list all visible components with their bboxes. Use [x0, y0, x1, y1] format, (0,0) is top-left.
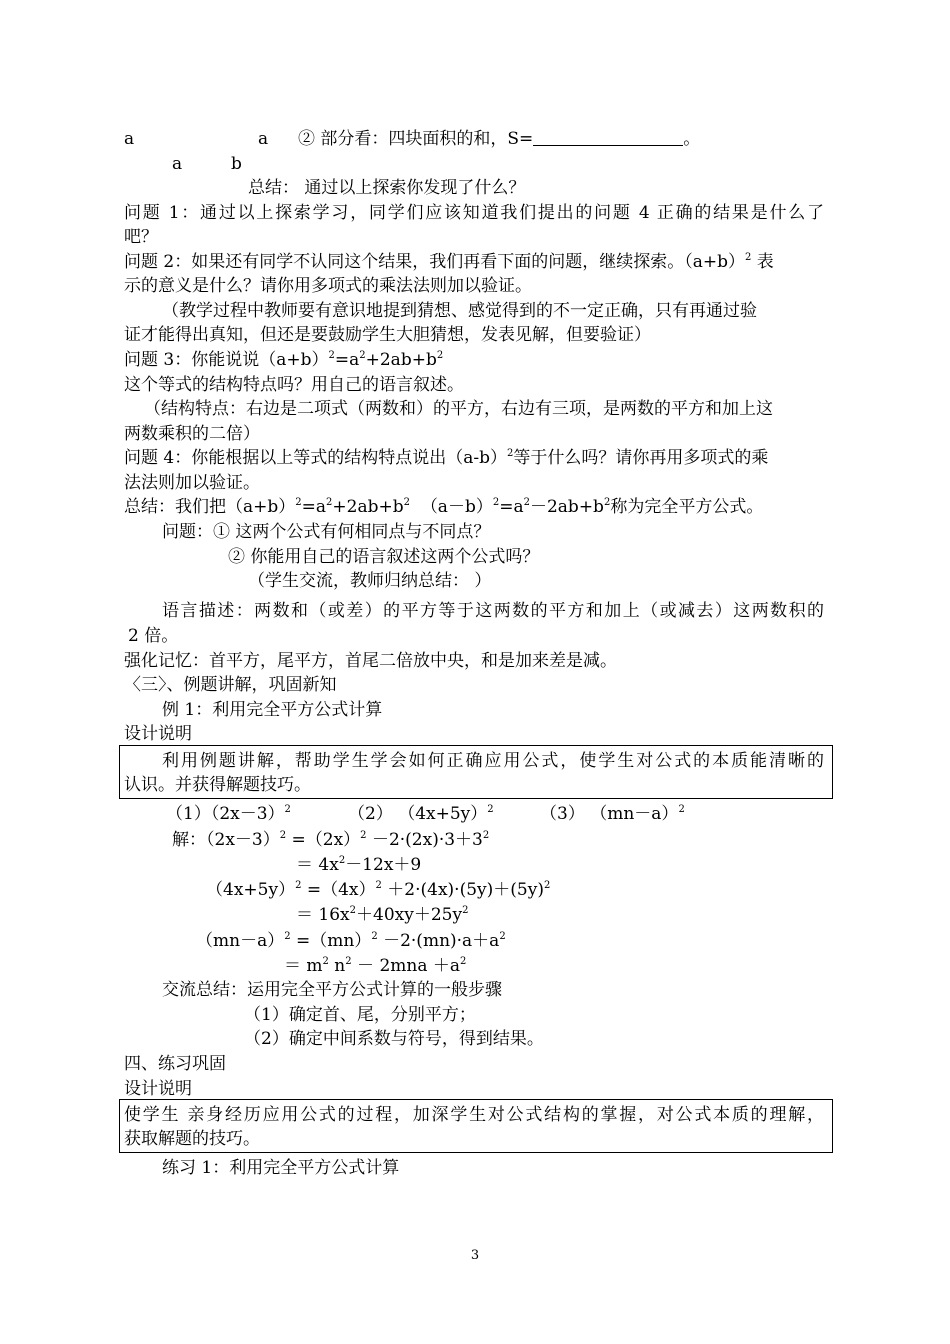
question-3-line-1: 问题 3：你能说说$(a+b)^2=a^2+2ab+b^2$: [124, 350, 444, 370]
memory-line: 强化记忆：首平方，尾平方，首尾二倍放中央，和是加来差是减。: [124, 651, 617, 671]
question-3-line-2: 这个等式的结构特点吗？用自己的语言叙述。: [124, 375, 464, 395]
student-exchange-note: （学生交流，教师归纳总结： ）: [248, 571, 492, 591]
solution-2: $(4x+5y)^2 =(4x)^2 +2\cdot(4x)\cdot(5y)+(5y)^2$: [206, 880, 551, 900]
question-1-line-1: 问题 1：通过以上探索学习，同学们应该知道我们提出的问题 4 正确的结果是什么了: [124, 203, 824, 223]
problem-3: （3） $(mn-a)^2$: [540, 804, 685, 824]
period: 。: [683, 129, 701, 149]
question-circled-2: ② 你能用自己的语言叙述这两个公式吗？: [228, 547, 540, 567]
figure-label-row: [124, 128, 134, 150]
label-a: a: [124, 129, 135, 149]
part-view-line: [298, 128, 700, 150]
figure-label-b: b: [231, 154, 242, 174]
question-circled-1: 问题：① 这两个公式有何相同点与不同点？: [162, 522, 491, 542]
language-description-line-2: 2 倍。: [128, 626, 179, 646]
question-4-line-1: 问题 4：你能根据以上等式的结构特点说出$(a-b)^2$等于什么吗？请你再用多项式的乘: [124, 448, 769, 468]
section-3-heading: 〈三〉、例题讲解，巩固新知: [124, 675, 337, 695]
design-note-1-line-1: 利用例题讲解，帮助学生学会如何正确应用公式，使学生对公式的本质能清晰的: [162, 751, 824, 771]
figure-label-a3: a: [172, 154, 183, 174]
step-1: （1）确定首、尾，分别平方；: [244, 1005, 476, 1025]
figure-label-a2: a: [258, 129, 269, 149]
summary-question: 总结： 通过以上探索你发现了什么？: [248, 178, 526, 198]
design-note-label-1: 设计说明: [124, 724, 192, 744]
practice-1-title: 练习 1：利用完全平方公式计算: [162, 1158, 400, 1178]
solution-3-result: ＝ $m^2$ $n^2 - 2mna +a^2$: [284, 956, 467, 976]
question-4-line-2: 法法则加以验证。: [124, 473, 260, 493]
solution-2-result: ＝ $16x^2+40xy+25y^2$: [296, 905, 469, 925]
section-4-heading: 四、练习巩固: [124, 1054, 226, 1074]
solution-1: 解：$(2x-3)^2 =(2x)^2 -2\cdot(2x)\cdot 3+3^2$: [172, 830, 490, 850]
note-line-2: 证才能得出真知，但还是要鼓励学生大胆猜想，发表见解，但要验证）: [124, 325, 651, 345]
question-1-line-2: 吧？: [124, 227, 158, 247]
solution-1-result: ＝ $4x^2-12x+9$: [296, 855, 422, 875]
example-1-title: 例 1：利用完全平方公式计算: [162, 700, 383, 720]
summary-formula-line: 总结：我们把$(a+b)^2=a^2+2ab+b^2$ $(a-b)^2=a^2-2ab+b^2$称为完全平方公式。: [124, 497, 764, 517]
problem-1: $(1)(2x-3)^2$: [166, 804, 291, 824]
design-note-2-line-1: 使学生 亲身经历应用公式的过程，加深学生对公式结构的掌握，对公式本质的理解，: [124, 1105, 824, 1125]
design-note-1-line-2: 认识。并获得解题技巧。: [124, 775, 311, 795]
question-2-line-2: 示的意义是什么？请你用多项式的乘法法则加以验证。: [124, 276, 532, 296]
question-2-line-1: 问题 2：如果还有同学不认同这个结果，我们再看下面的问题，继续探索。$(a+b)^2$ 表: [124, 252, 774, 272]
part-view-text: ② 部分看：四块面积的和，S=: [298, 129, 534, 149]
page-number: 3: [470, 1248, 480, 1263]
structure-line-1: （结构特点：右边是二项式（两数和）的平方，右边有三项，是两数的平方和加上这: [144, 399, 773, 419]
language-description-line-1: 语言描述：两数和（或差）的平方等于这两数的平方和加上（或减去）这两数积的: [162, 601, 824, 621]
note-line-1: （教学过程中教师要有意识地提到猜想、感觉得到的不一定正确，只有再通过验: [162, 301, 757, 321]
structure-line-2: 两数乘积的二倍）: [124, 424, 260, 444]
solution-3: $(mn-a)^2 =(mn)^2 -2\cdot(mn)\cdot a+a^2$: [196, 931, 506, 951]
steps-summary: 交流总结：运用完全平方公式计算的一般步骤: [162, 980, 502, 1000]
design-note-2-line-2: 获取解题的技巧。: [124, 1129, 260, 1149]
design-note-label-2: 设计说明: [124, 1079, 192, 1099]
step-2: （2）确定中间系数与符号，得到结果。: [244, 1029, 544, 1049]
answer-blank[interactable]: [533, 129, 683, 146]
problem-2: （2） $(4x+5y)^2$: [348, 804, 494, 824]
